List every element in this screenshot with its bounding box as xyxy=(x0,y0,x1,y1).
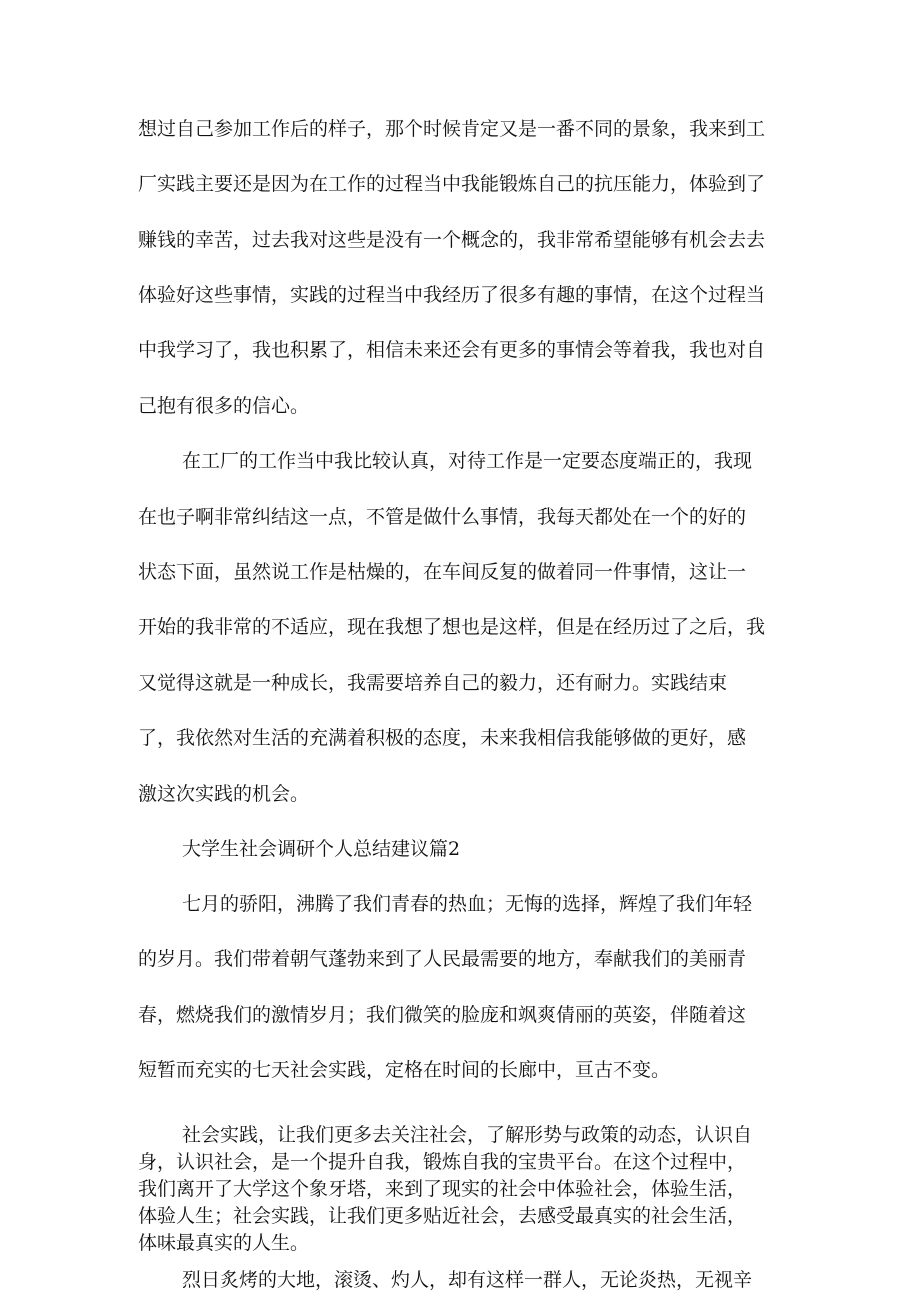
p2-line-5: 又觉得这就是一种成长，我需要培养自己的毅力，还有耐力。实践结束 xyxy=(138,672,728,694)
p3-line-4: 短暂而充实的七天社会实践，定格在时间的长廊中，亘古不变。 xyxy=(138,1059,671,1081)
section-heading: 大学生社会调研个人总结建议篇2 xyxy=(182,838,461,860)
p3-line-3: 春，燃烧我们的激情岁月；我们微笑的脸庞和飒爽倩丽的英姿，伴随着这 xyxy=(138,1004,747,1026)
p1-line-5: 中我学习了，我也积累了，相信未来还会有更多的事情会等着我，我也对自 xyxy=(138,339,766,361)
p4-line-5: 体味最真实的人生。 xyxy=(138,1232,310,1254)
p4-line-3: 我们离开了大学这个象牙塔，来到了现实的社会中体验社会，体验生活， xyxy=(138,1178,747,1200)
p5-line-1: 烈日炙烤的大地，滚烫、灼人，却有这样一群人，无论炎热，无视辛 xyxy=(182,1269,753,1291)
p2-line-6: 了，我依然对生活的充满着积极的态度，未来我相信我能够做的更好，感 xyxy=(138,727,747,749)
p1-line-6: 己抱有很多的信心。 xyxy=(138,395,310,417)
p1-line-2: 厂实践主要还是因为在工作的过程当中我能锻炼自己的抗压能力，体验到了 xyxy=(138,173,766,195)
p2-line-1: 在工厂的工作当中我比较认真，对待工作是一定要态度端正的，我现 xyxy=(182,450,753,472)
p4-line-1: 社会实践，让我们更多去关注社会，了解形势与政策的动态，认识自 xyxy=(182,1124,753,1146)
p1-line-4: 体验好这些事情，实践的过程当中我经历了很多有趣的事情，在这个过程当 xyxy=(138,284,766,306)
p1-line-3: 赚钱的幸苦，过去我对这些是没有一个概念的，我非常希望能够有机会去去 xyxy=(138,229,766,251)
p3-line-1: 七月的骄阳，沸腾了我们青春的热血；无悔的选择，辉煌了我们年轻 xyxy=(182,893,753,915)
p1-line-1: 想过自己参加工作后的样子，那个时候肯定又是一番不同的景象，我来到工 xyxy=(138,118,766,140)
p3-line-2: 的岁月。我们带着朝气蓬勃来到了人民最需要的地方，奉献我们的美丽青 xyxy=(138,948,747,970)
p2-line-2: 在也子啊非常纠结这一点，不管是做什么事情，我每天都处在一个的好的 xyxy=(138,506,747,528)
p4-line-4: 体验人生；社会实践，让我们更多贴近社会，去感受最真实的社会生活， xyxy=(138,1205,747,1227)
p4-line-2: 身，认识社会，是一个提升自我，锻炼自我的宝贵平台。在这个过程中， xyxy=(138,1151,747,1173)
p2-line-7: 激这次实践的机会。 xyxy=(138,783,310,805)
p2-line-3: 状态下面，虽然说工作是枯燥的，在车间反复的做着同一件事情，这让一 xyxy=(138,561,747,583)
p2-line-4: 开始的我非常的不适应，现在我想了想也是这样，但是在经历过了之后，我 xyxy=(138,616,766,638)
